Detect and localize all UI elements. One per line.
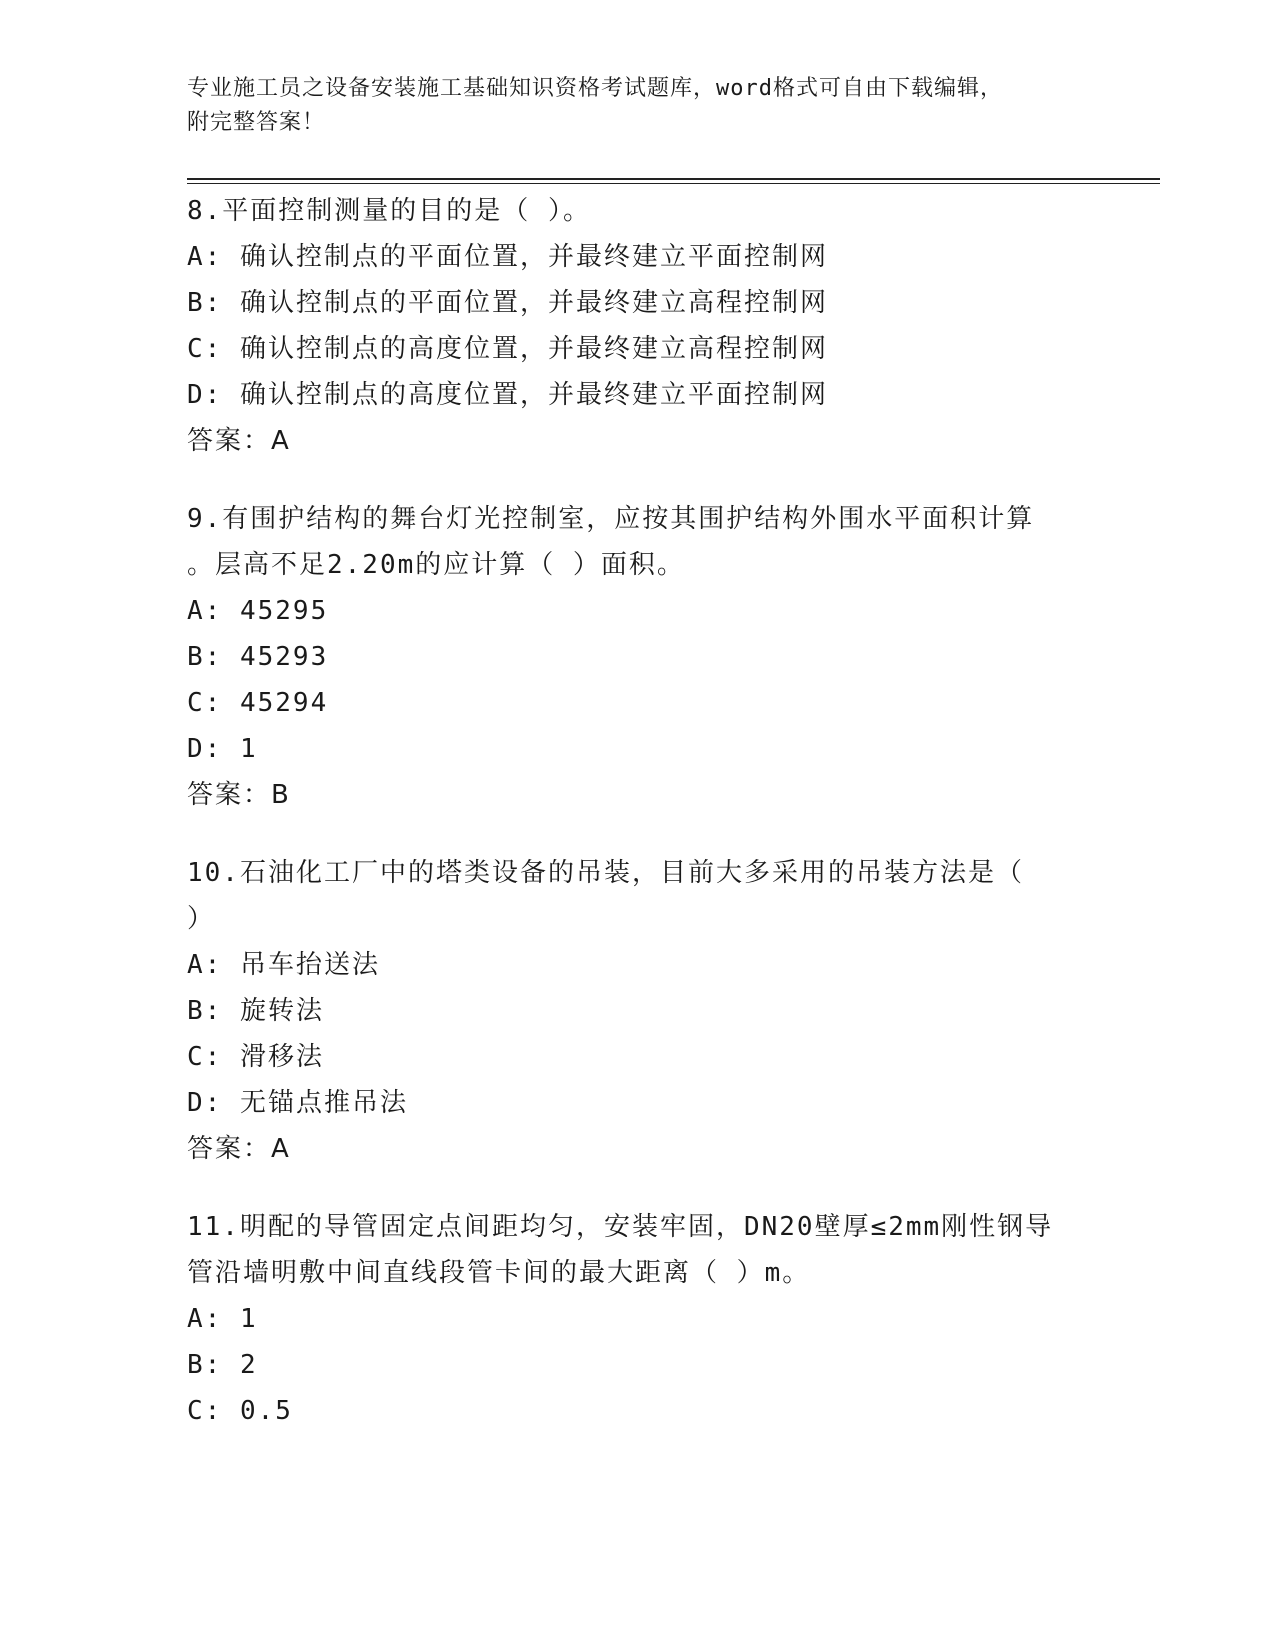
question-stem: 10.石油化工厂中的塔类设备的吊装，目前大多采用的吊装方法是（ <box>187 858 1024 888</box>
question-9 <box>187 496 1087 818</box>
answer: 答案：A <box>187 426 291 456</box>
option-c: C: 滑移法 <box>187 1042 324 1072</box>
question-stem: 8.平面控制测量的目的是（ ）。 <box>187 196 591 226</box>
option-c: C: 确认控制点的高度位置，并最终建立高程控制网 <box>187 334 828 364</box>
option-c: C: 45294 <box>187 688 329 718</box>
question-stem-continued: ） <box>187 904 216 934</box>
option-b: B: 2 <box>187 1350 258 1380</box>
option-c: C: 0.5 <box>187 1396 293 1426</box>
question-stem: 9.有围护结构的舞台灯光控制室，应按其围护结构外围水平面积计算 <box>187 504 1035 534</box>
option-d: D: 1 <box>187 734 258 764</box>
question-11 <box>187 1204 1087 1434</box>
answer: 答案：B <box>187 780 291 810</box>
option-d: D: 确认控制点的高度位置，并最终建立平面控制网 <box>187 380 828 410</box>
question-stem-continued: 。层高不足2.20m的应计算（ ）面积。 <box>187 550 685 580</box>
option-b: B: 旋转法 <box>187 996 324 1026</box>
option-d: D: 无锚点推吊法 <box>187 1088 408 1118</box>
option-b: B: 45293 <box>187 642 329 672</box>
header-divider-thin <box>187 183 1160 184</box>
option-a: A: 吊车抬送法 <box>187 950 380 980</box>
document-header <box>187 72 1067 140</box>
question-8 <box>187 188 1087 464</box>
option-a: A: 1 <box>187 1304 258 1334</box>
header-divider <box>187 178 1160 180</box>
answer: 答案：A <box>187 1134 291 1164</box>
question-stem: 11.明配的导管固定点间距均匀，安装牢固，DN20壁厚≤2mm刚性钢导 <box>187 1212 1054 1242</box>
question-stem-continued: 管沿墙明敷中间直线段管卡间的最大距离（ ）m。 <box>187 1258 811 1288</box>
question-10 <box>187 850 1087 1172</box>
header-line-1: 专业施工员之设备安装施工基础知识资格考试题库，word格式可自由下载编辑， <box>187 76 1003 101</box>
option-a: A: 确认控制点的平面位置，并最终建立平面控制网 <box>187 242 828 272</box>
option-b: B: 确认控制点的平面位置，并最终建立高程控制网 <box>187 288 828 318</box>
option-a: A: 45295 <box>187 596 329 626</box>
header-line-2: 附完整答案！ <box>187 110 326 135</box>
question-list <box>187 188 1087 1466</box>
